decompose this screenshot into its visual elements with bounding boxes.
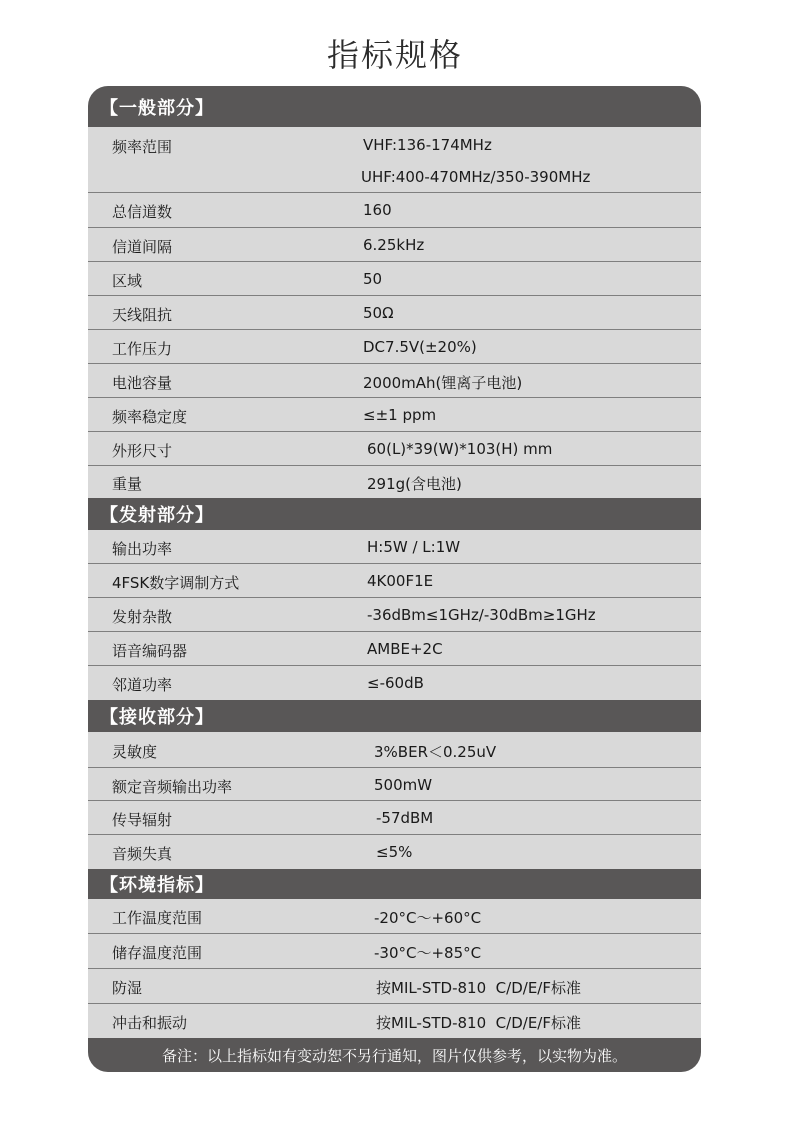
spec-row bbox=[88, 530, 701, 564]
page-title: 指标规格 bbox=[326, 36, 463, 74]
spec-row bbox=[88, 632, 701, 666]
spec-value: H:5W / L:1W bbox=[367, 538, 461, 556]
footer-note: 备注：以上指标如有变动恕不另行通知，图片仅供参考，以实物为准。 bbox=[88, 1038, 701, 1072]
spec-label: 重量 bbox=[112, 475, 143, 493]
spec-label: 冲击和振动 bbox=[112, 1014, 188, 1032]
spec-value: UHF:400-470MHz/350-390MHz bbox=[361, 168, 591, 186]
spec-value: 291g(含电池) bbox=[367, 475, 462, 493]
spec-value: 160 bbox=[363, 201, 392, 219]
spec-row bbox=[88, 127, 701, 193]
spec-label: 传导辐射 bbox=[112, 811, 173, 829]
spec-row bbox=[88, 228, 701, 262]
spec-row bbox=[88, 732, 701, 768]
spec-row bbox=[88, 835, 701, 869]
spec-value: 50 bbox=[363, 270, 383, 288]
spec-row bbox=[88, 466, 701, 498]
spec-row bbox=[88, 969, 701, 1004]
spec-value: DC7.5V(±20%) bbox=[363, 338, 477, 356]
spec-row bbox=[88, 193, 701, 228]
spec-label: 外形尺寸 bbox=[112, 442, 173, 460]
spec-value: -20°C～+60°C bbox=[374, 909, 482, 927]
spec-label: 音频失真 bbox=[112, 845, 173, 863]
spec-label: 工作温度范围 bbox=[112, 909, 203, 927]
section-header-transmit: 【发射部分】 bbox=[88, 498, 701, 530]
spec-row bbox=[88, 262, 701, 296]
spec-label: 4FSK数字调制方式 bbox=[112, 574, 240, 592]
spec-table bbox=[88, 86, 701, 1072]
spec-label: 区域 bbox=[112, 272, 143, 290]
spec-value: 50Ω bbox=[363, 304, 394, 322]
spec-value: 按MIL-STD-810 C/D/E/F标准 bbox=[376, 1014, 581, 1032]
spec-value: 500mW bbox=[374, 776, 433, 794]
spec-row bbox=[88, 598, 701, 632]
spec-label: 频率稳定度 bbox=[112, 408, 188, 426]
spec-value: 4K00F1E bbox=[367, 572, 434, 590]
spec-value: ≤5% bbox=[376, 843, 413, 861]
spec-label: 额定音频输出功率 bbox=[112, 778, 233, 796]
spec-label: 信道间隔 bbox=[112, 238, 173, 256]
spec-value: AMBE+2C bbox=[367, 640, 443, 658]
spec-value: 6.25kHz bbox=[363, 236, 425, 254]
spec-value: 2000mAh(锂离子电池) bbox=[363, 374, 523, 392]
spec-row bbox=[88, 899, 701, 934]
section-header-environment: 【环境指标】 bbox=[88, 869, 701, 899]
spec-value: 60(L)*39(W)*103(H) mm bbox=[367, 440, 553, 458]
spec-value: ≤±1 ppm bbox=[363, 406, 437, 424]
spec-label: 工作压力 bbox=[112, 340, 173, 358]
spec-value: VHF:136-174MHz bbox=[363, 136, 492, 154]
section-header-receive: 【接收部分】 bbox=[88, 700, 701, 732]
spec-value: -57dBM bbox=[376, 809, 434, 827]
spec-row bbox=[88, 1004, 701, 1038]
spec-label: 灵敏度 bbox=[112, 743, 158, 761]
spec-value: -36dBm≤1GHz/-30dBm≥1GHz bbox=[367, 606, 596, 624]
spec-row bbox=[88, 801, 701, 835]
spec-label: 输出功率 bbox=[112, 540, 173, 558]
spec-label: 储存温度范围 bbox=[112, 944, 203, 962]
spec-row bbox=[88, 398, 701, 432]
spec-label: 天线阻抗 bbox=[112, 306, 173, 324]
section-header-general: 【一般部分】 bbox=[88, 86, 701, 127]
spec-row bbox=[88, 364, 701, 398]
spec-label: 防湿 bbox=[112, 979, 143, 997]
spec-label: 语音编码器 bbox=[112, 642, 188, 660]
spec-row bbox=[88, 564, 701, 598]
spec-label: 邻道功率 bbox=[112, 676, 173, 694]
spec-value: 按MIL-STD-810 C/D/E/F标准 bbox=[376, 979, 581, 997]
spec-value: ≤-60dB bbox=[367, 674, 424, 692]
spec-row bbox=[88, 768, 701, 801]
spec-value: 3%BER＜0.25uV bbox=[374, 743, 497, 761]
spec-label: 频率范围 bbox=[112, 138, 173, 156]
spec-label: 总信道数 bbox=[112, 203, 173, 221]
spec-row bbox=[88, 330, 701, 364]
spec-row bbox=[88, 432, 701, 466]
spec-row bbox=[88, 666, 701, 700]
spec-row bbox=[88, 934, 701, 969]
spec-label: 发射杂散 bbox=[112, 608, 173, 626]
spec-row bbox=[88, 296, 701, 330]
spec-label: 电池容量 bbox=[112, 374, 173, 392]
spec-value: -30°C～+85°C bbox=[374, 944, 482, 962]
